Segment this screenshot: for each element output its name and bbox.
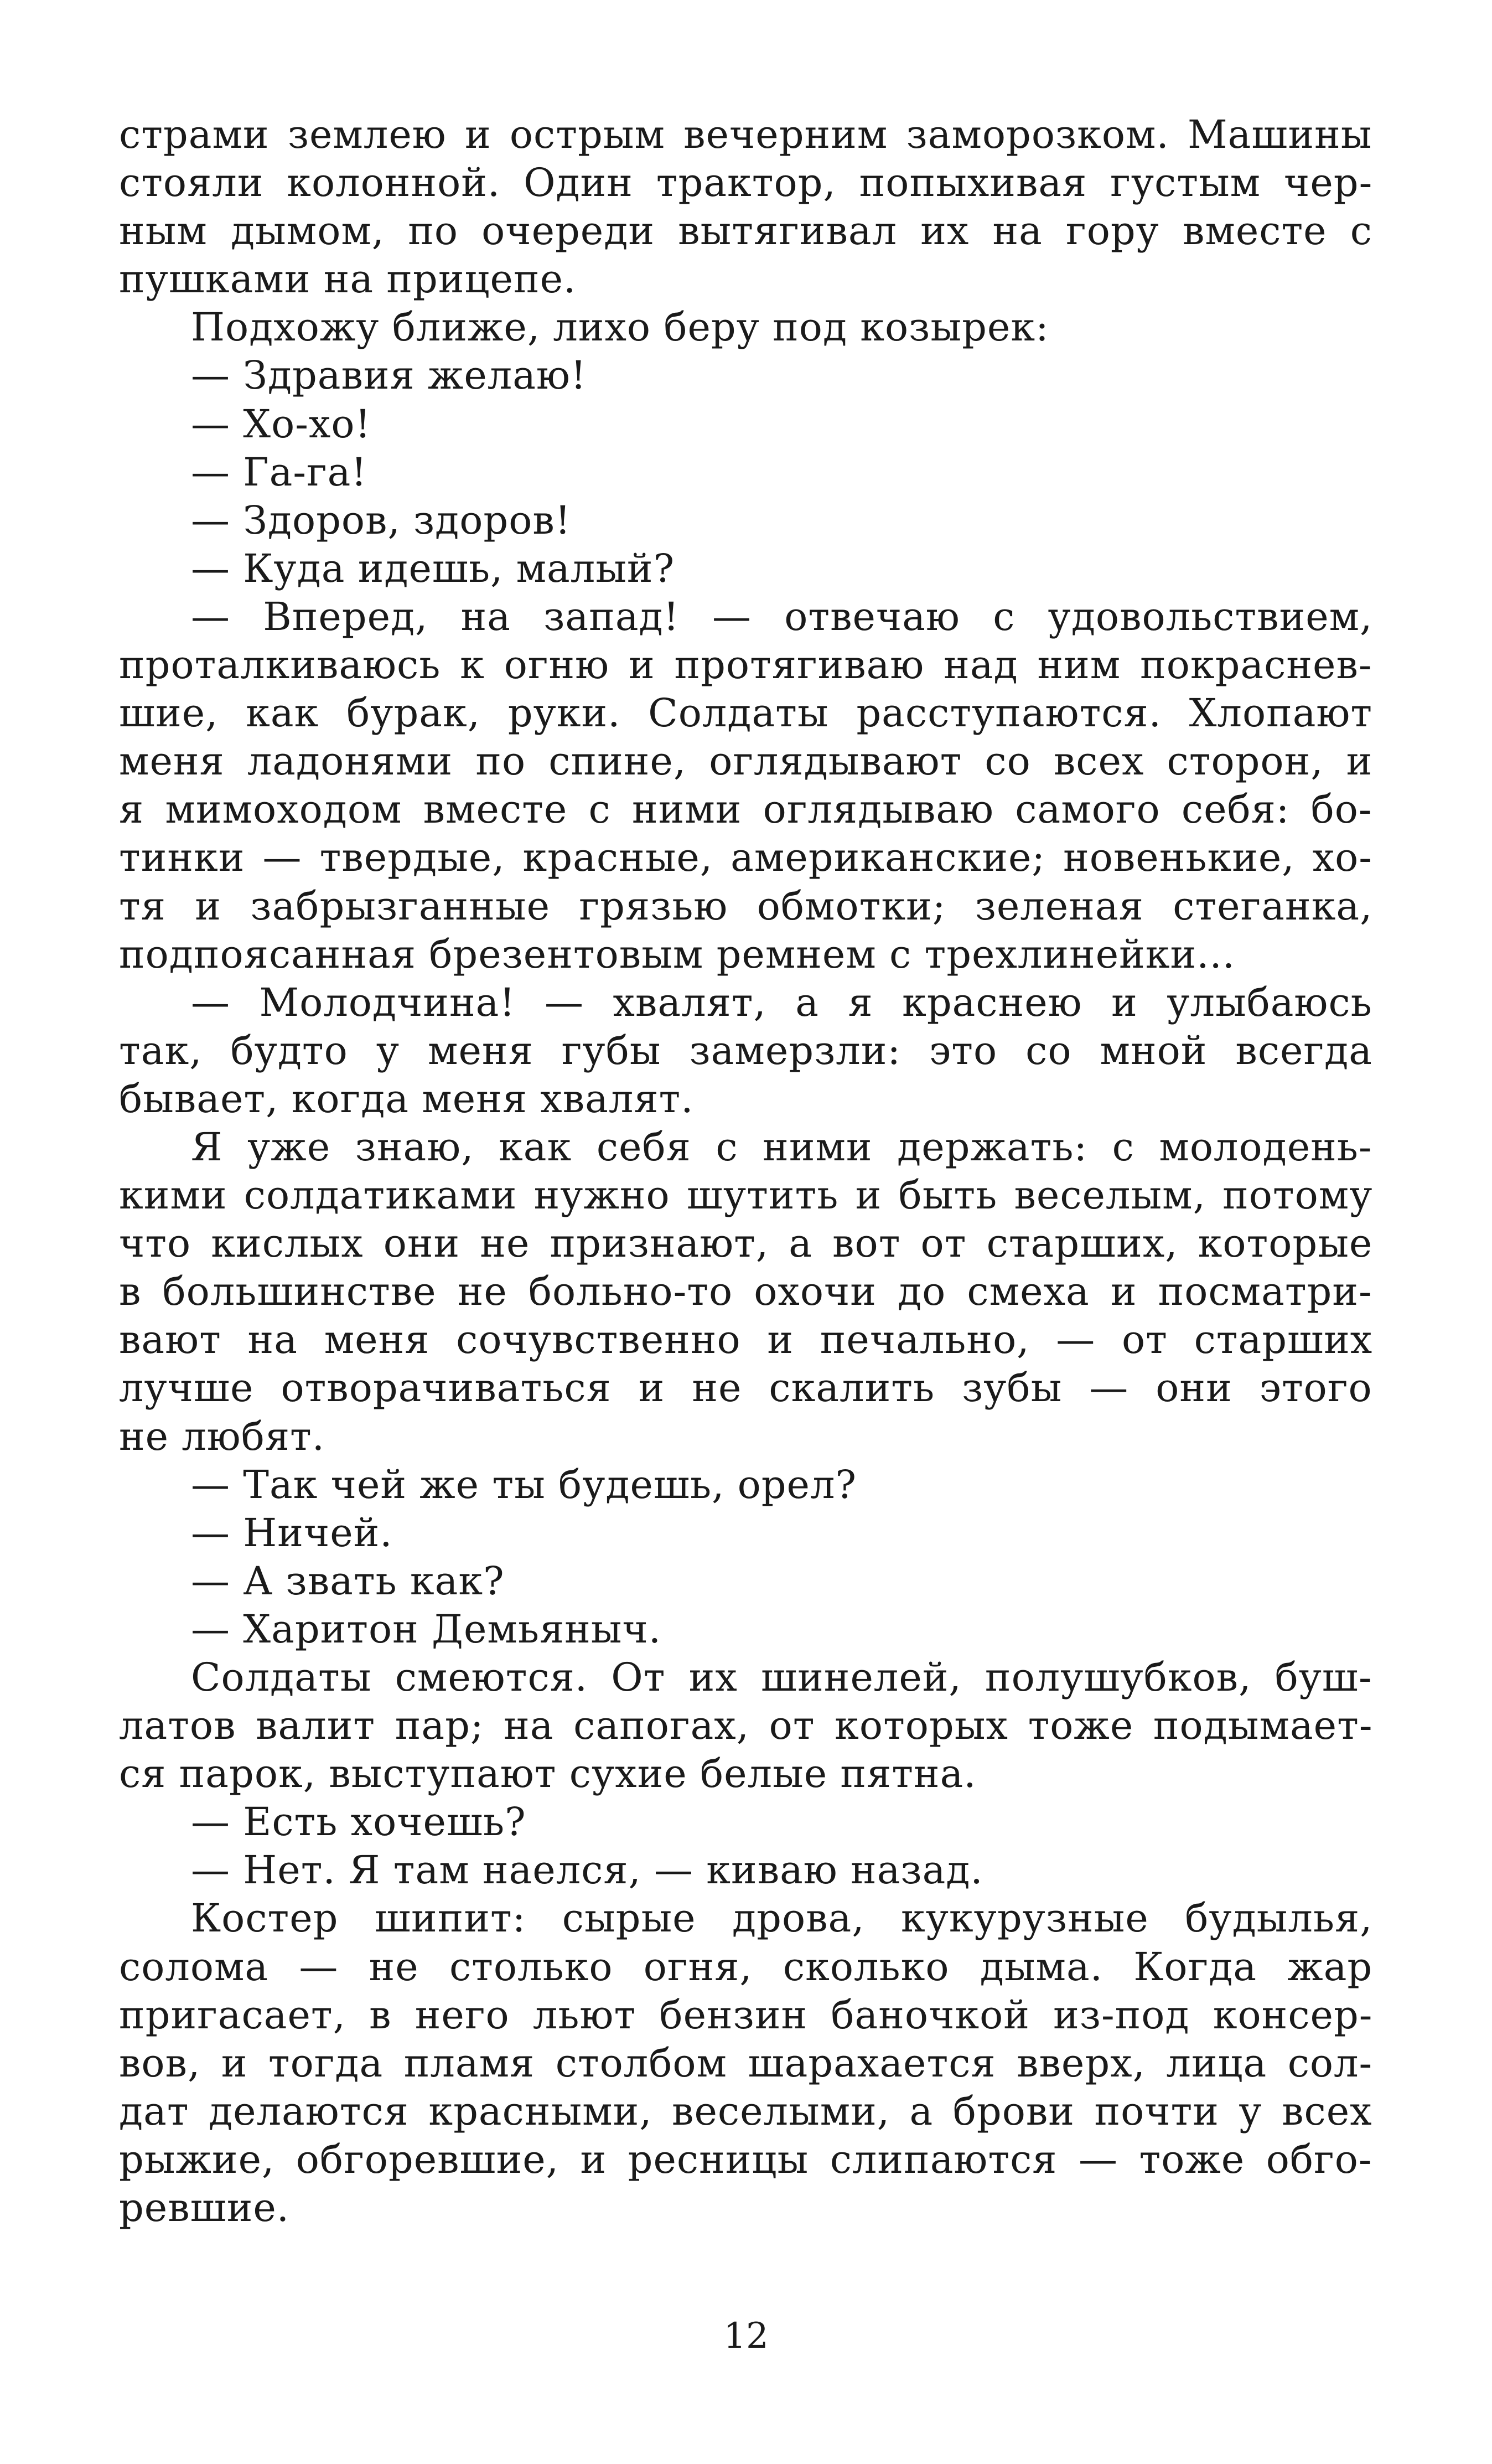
text-line: — Ничей. xyxy=(191,1510,393,1556)
text-line: что кислых они не признают, а вот от старших, которые xyxy=(119,1221,1373,1267)
text-line: — Есть хочешь? xyxy=(191,1799,526,1845)
text-line: — Нет. Я там наелся, — киваю назад. xyxy=(191,1847,983,1893)
text-line: пушками на прицепе. xyxy=(119,256,577,302)
text-line: меня ладонями по спине, оглядывают со всех сторон, и xyxy=(119,738,1373,784)
text-line: не любят. xyxy=(119,1413,325,1459)
text-line: я мимоходом вместе с ними оглядываю самого себя: бо- xyxy=(119,787,1372,833)
text-line: Подхожу ближе, лихо беру под козырек: xyxy=(191,304,1049,350)
text-line: подпоясанная брезентовым ремнем с трехлинейки... xyxy=(119,931,1235,977)
text-line: пригасает, в него льют бензин баночкой из-под консер- xyxy=(119,1992,1373,2038)
text-line: — Здоров, здоров! xyxy=(191,497,571,543)
text-line: ся парок, выступают сухие белые пятна. xyxy=(119,1751,977,1797)
text-line: бывает, когда меня хвалят. xyxy=(119,1076,694,1122)
text-line: в большинстве не больно-то охочи до смеха и посматри- xyxy=(119,1269,1372,1315)
text-line: ным дымом, по очереди вытягивал их на гору вместе с xyxy=(119,208,1372,254)
text-line: дат делаются красными, веселыми, а брови почти у всех xyxy=(119,2088,1372,2134)
text-line: кими солдатиками нужно шутить и быть веселым, потому xyxy=(119,1172,1373,1218)
text-line: — Вперед, на запад! — отвечаю с удовольствием, xyxy=(191,593,1373,639)
text-line: Я уже знаю, как себя с ними держать: с молодень- xyxy=(191,1124,1372,1170)
text-line: страми землею и острым вечерним заморозком. Машины xyxy=(119,112,1372,157)
text-line: рыжие, обгоревшие, и ресницы слипаются — тоже обго- xyxy=(119,2136,1372,2182)
text-line: так, будто у меня губы замерзли: это со мной всегда xyxy=(119,1027,1372,1073)
text-line: латов валит пар; на сапогах, от которых тоже подымает- xyxy=(119,1703,1373,1749)
text-line: вают на меня сочувственно и печально, — от старших xyxy=(119,1317,1373,1363)
text-line: солома — не столько огня, сколько дыма. Когда жар xyxy=(119,1944,1373,1990)
text-line: ревшие. xyxy=(119,2185,290,2231)
body-text xyxy=(119,111,1372,2232)
text-line: Солдаты смеются. От их шинелей, полушубков, буш- xyxy=(191,1655,1372,1700)
text-line: — Здравия желаю! xyxy=(191,353,587,399)
text-line: Костер шипит: сырые дрова, кукурузные будылья, xyxy=(191,1895,1373,1941)
text-line: тинки — твердые, красные, американские; новенькие, хо- xyxy=(119,835,1372,881)
text-line: тя и забрызганные грязью обмотки; зеленая стеганка, xyxy=(119,883,1373,929)
text-line: — Так чей же ты будешь, орел? xyxy=(191,1461,857,1507)
text-line: — Куда идешь, малый? xyxy=(191,545,675,591)
text-line: — Харитон Демьяныч. xyxy=(191,1606,662,1652)
text-line: — Молодчина! — хвалят, а я краснею и улыбаюсь xyxy=(191,979,1372,1025)
text-line: шие, как бурак, руки. Солдаты расступаются. Хлопают xyxy=(119,690,1373,736)
text-line: лучше отворачиваться и не скалить зубы — они этого xyxy=(119,1365,1372,1411)
text-line: вов, и тогда пламя столбом шарахается вверх, лица сол- xyxy=(119,2040,1373,2086)
text-line: стояли колонной. Один трактор, попыхивая густым чер- xyxy=(119,160,1373,206)
text-line: — Хо-хо! xyxy=(191,401,371,447)
text-line: — Га-га! xyxy=(191,449,367,495)
text-line: проталкиваюсь к огню и протягиваю над ним покраснев- xyxy=(119,642,1372,688)
text-line: — А звать как? xyxy=(191,1558,505,1604)
page-number: 12 xyxy=(723,2316,769,2357)
